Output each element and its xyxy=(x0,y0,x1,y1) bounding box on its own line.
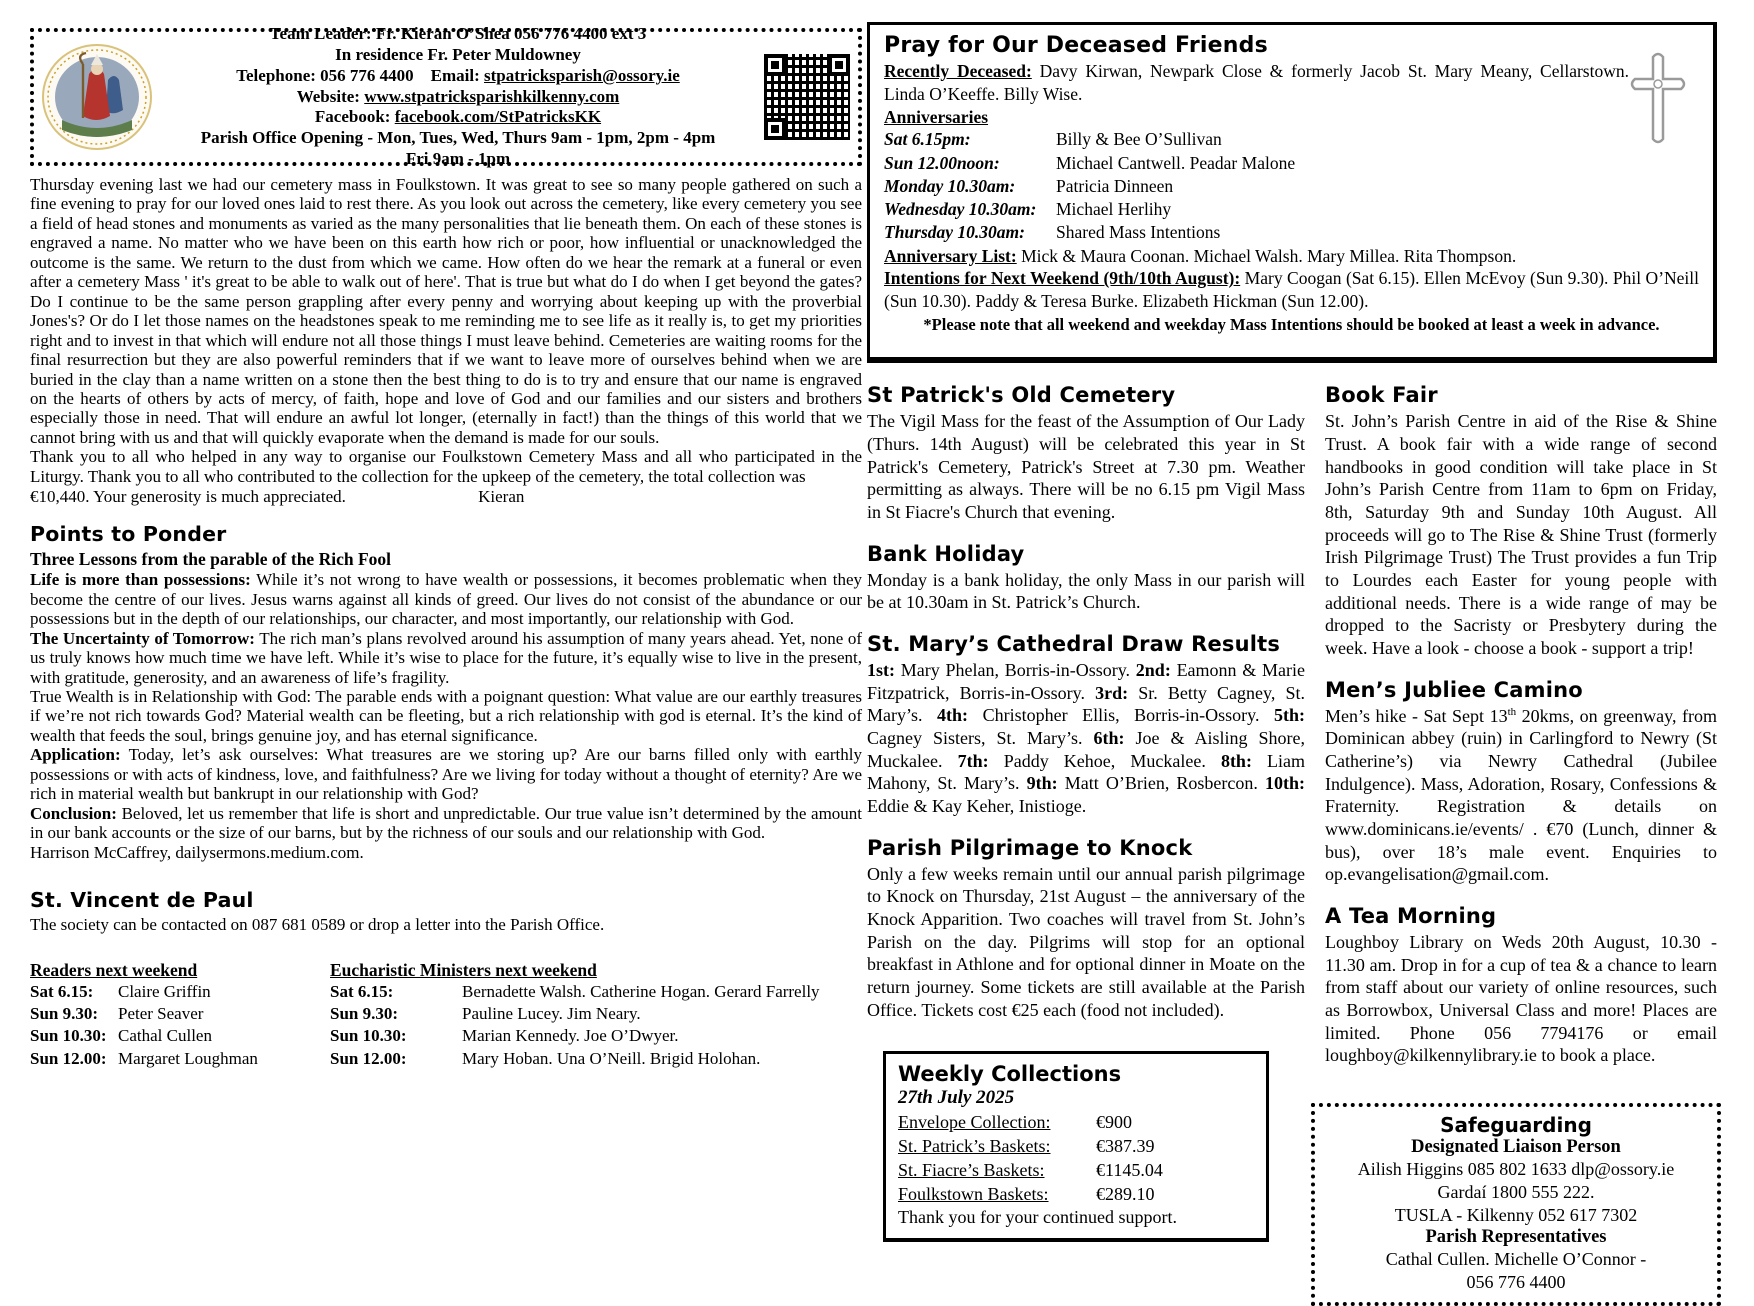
readers-rota xyxy=(30,959,330,1070)
collection-label: Envelope Collection: xyxy=(898,1112,1051,1133)
anniversary-row xyxy=(884,175,1699,198)
mass-intention: Michael Cantwell. Peadar Malone xyxy=(1056,152,1296,173)
collection-row xyxy=(898,1111,1254,1135)
draw-winner: Paddy Kehoe, Muckalee. xyxy=(1003,750,1206,771)
rota-time: Sun 12.00: xyxy=(30,1048,107,1068)
rota-row xyxy=(30,1003,330,1025)
parish-representatives-names: Cathal Cullen. Michelle O’Connor - xyxy=(1385,1249,1647,1270)
draw-winner: Cagney Sisters, St. Mary’s. xyxy=(867,728,1083,749)
draw-winner: Mary Phelan, Borris-in-Ossory. xyxy=(900,660,1131,681)
book-fair-heading: Book Fair xyxy=(1325,383,1438,408)
deceased-title: Pray for Our Deceased Friends xyxy=(884,33,1268,58)
rota-name: Marian Kennedy. Joe O’Dwyer. xyxy=(462,1026,679,1046)
email-label: Email: xyxy=(430,65,480,85)
draw-winner: Eddie & Kay Keher, Inistioge. xyxy=(867,796,1087,817)
points-subheading: Three Lessons from the parable of the Rich Fool xyxy=(30,549,391,570)
reflection-text xyxy=(30,175,862,486)
rota-time: Sun 10.30: xyxy=(330,1026,407,1046)
mass-time: Thursday 10.30am: xyxy=(884,222,1025,243)
website-line xyxy=(162,87,754,108)
rota-row xyxy=(330,1003,862,1025)
qr-code xyxy=(764,54,850,140)
rota-row xyxy=(330,1025,862,1047)
cross-icon xyxy=(1629,51,1687,147)
tusla-contact: TUSLA - Kilkenny 052 617 7302 xyxy=(1394,1205,1638,1226)
safeguarding-title: Safeguarding xyxy=(1440,1113,1592,1138)
rota-name: Claire Griffin xyxy=(118,982,211,1002)
points-item-possessions xyxy=(30,570,862,628)
telephone-label: Telephone: xyxy=(236,65,316,85)
points-item-true-wealth xyxy=(30,687,862,745)
anniversary-list-label: Anniversary List: xyxy=(884,245,1017,266)
tea-morning-text: Loughboy Library on Weds 20th August, 10.30 - 11.30 am. Drop in for a cup of tea & a chance to learn from staff about our variety of online resources, such as Borrowbox, Universal Class and more! Places are limited. Phone 056 7794176 or email loughboy@kilkennylibrary.ie to book a place. xyxy=(1325,932,1717,1066)
recently-deceased xyxy=(884,60,1699,106)
camino-text-post: 20kms, on greenway, from Dominican abbey (ruin) in Carlingford to Newry (St Catherine’s) via Newry Cathedral (Jubilee Indulgence). Mass, Adoration, Rosary, Confessions & Fraternity. Registration & details on www.dominicans.ie/events/ . €70 (Lunch, dinner & bus), over 18’s male event. Enquiries to op.evangelisation@gmail.com. xyxy=(1325,705,1717,885)
old-cemetery-heading: St Patrick's Old Cemetery xyxy=(867,383,1176,408)
draw-winner: Eamonn & Marie Fitzpatrick, Borris-in-Ossory. xyxy=(867,660,1306,703)
camino-heading: Men’s Jubliee Camino xyxy=(1325,677,1583,702)
rota-name: Margaret Loughman xyxy=(118,1048,258,1068)
intentions-next-weekend xyxy=(884,267,1699,313)
draw-winner: Matt O’Brien, Rosbercon. xyxy=(1064,773,1258,794)
rota-name: Pauline Lucey. Jim Neary. xyxy=(462,1004,641,1024)
draw-rank: 9th: xyxy=(1026,773,1058,794)
draw-winner: Joe & Aisling Shore, Muckalee. xyxy=(867,728,1305,771)
collection-amount: €289.10 xyxy=(1096,1183,1155,1204)
mass-intention: Billy & Bee O’Sullivan xyxy=(1056,129,1222,150)
weekly-collections-box xyxy=(883,1051,1269,1242)
qr-finder-icon xyxy=(828,54,850,76)
points-item-label: Conclusion: xyxy=(30,803,117,823)
anniversary-row xyxy=(884,152,1699,175)
draw-rank: 4th: xyxy=(937,705,969,726)
reflection-para1: Thursday evening last we had our cemetery mass in Foulkstown. It was great to see so many people gathered on such a fine evening to pray for our loved ones laid to rest there. As you look out across the cemetery, like every cemetery you see a field of head stones and monuments as varied as the many personalities that lie beneath them. On each of these stones is engraved a name. No matter who we have been on this earth how rich or poor, how influential or unacknowledged the outcome is the same. We return to the dust from which we came. How often do we hear the remark at a funeral or even after a cemetery Mass ' it's great to be able to walk out of here'. That is true but what do I do when I get beyond the gates? Do I continue to be the same person grappling after every penny and worrying about keeping up with the proverbial Jones's? Or do I let those names on the headstones speak to me reminding me to see life as it really is, to get my priorities right and to invest in that which will endure not all those things I must leave behind. Cemeteries are waiting rooms for the final resurrection but they are also powerful reminders that if we want to leave more of ourselves behind when we are buried in the clay than a name written on a stone then the best thing to do is to try and ensure that our name is engraved on the hearts of others by acts of mercy, of faith, hope and love of God and our families and our sisters and brothers especially those in need. That will endure an awful lot longer, (eternally in fact!) than the things of this world that we cannot bring with us and that will quickly evaporate when the demand is made for our souls. xyxy=(30,175,862,447)
parish-representatives-phone: 056 776 4400 xyxy=(1466,1272,1566,1293)
parish-representatives-label: Parish Representatives xyxy=(1425,1227,1607,1248)
draw-rank: 7th: xyxy=(957,750,989,771)
rota-time: Sat 6.15: xyxy=(30,982,94,1002)
collections-footer: Thank you for your continued support. xyxy=(898,1207,1177,1228)
parish-contact-block xyxy=(162,24,754,169)
gardai-contact: Gardaí 1800 555 222. xyxy=(1437,1182,1595,1203)
svp-heading: St. Vincent de Paul xyxy=(30,888,254,913)
collection-label: St. Patrick’s Baskets: xyxy=(898,1136,1051,1157)
draw-rank: 1st: xyxy=(867,660,895,681)
points-to-ponder-heading: Points to Ponder xyxy=(30,522,227,547)
book-fair-text: St. John’s Parish Centre in aid of the Rise & Shine Trust. A book fair with a wide range of second handbooks in good condition will take place in St John’s Parish Centre from 11am to 6pm on Friday, 8th, Saturday 9th and Sunday 10th August. All proceeds will go to The Rise & Shine Trust (formerly Irish Pilgrimage Trust) The Trust provides a fun Trip to Lourdes each Easter for young people with additional needs. There is a wide range of may be dropped to the Sacristy or Presbytery during the week. Have a look - choose a book - support a trip! xyxy=(1325,411,1717,659)
mass-intention: Shared Mass Intentions xyxy=(1056,222,1221,243)
collection-row xyxy=(898,1135,1254,1159)
reflection-para2-end: €10,440. Your generosity is much appreciated. xyxy=(30,487,346,507)
intentions-names: Mary Coogan (Sat 6.15). Ellen McEvoy (Sun 9.30). Phil O’Neill (Sun 10.30). Paddy & Teresa Burke. Elizabeth Hickman (Sun 12.00). xyxy=(884,268,1700,312)
team-leader-line: Team Leader: Fr. Kieran O’Shea 056 776 4400 ext 3 xyxy=(269,24,647,44)
points-item-text: While it’s not wrong to have wealth or possessions, it becomes problematic when they become the centre of our lives. Jesus warns against all kinds of greed. Our lives do not consist of the abundance or our possessions but in the depth of our relationships, our character, and most importantly, our relationship with God. xyxy=(30,570,862,629)
right-inner-left-column xyxy=(867,365,1305,1306)
reflection-closing-line xyxy=(30,487,862,507)
knock-pilgrimage-text: Only a few weeks remain until our annual parish pilgrimage to Knock on Thursday, 21st August – the anniversary of the Knock Apparition. Two coaches will travel from St. John’s Parish on the day. Pilgrims will stop for an optional breakfast in Athlone and for optional dinner in Moate on the return journey. Some tickets are still available at the Parish Office. Tickets cost €25 each (food not included). xyxy=(867,863,1305,1020)
website-label: Website: xyxy=(296,86,360,106)
rota-name: Mary Hoban. Una O’Neill. Brigid Holohan. xyxy=(462,1048,761,1068)
rota-name: Bernadette Walsh. Catherine Hogan. Gerard Farrelly xyxy=(462,982,820,1002)
residence-line: In residence Fr. Peter Muldowney xyxy=(335,45,581,65)
parish-header-box xyxy=(30,24,862,168)
points-credit: Harrison McCaffrey, dailysermons.medium.com. xyxy=(30,842,364,862)
recently-deceased-names: Davy Kirwan, Newpark Close & formerly Jacob St. Mary Meany, Cellarstown. Linda O’Keeffe. Billy Wise. xyxy=(884,61,1629,104)
tea-morning-heading: A Tea Morning xyxy=(1325,904,1497,929)
collection-amount: €900 xyxy=(1096,1112,1132,1133)
ministers-rota xyxy=(330,959,862,1070)
telephone-value: 056 776 4400 xyxy=(320,65,414,85)
rota-time: Sun 9.30: xyxy=(30,1004,99,1024)
phone-email-line xyxy=(162,66,754,87)
ministers-rota-title: Eucharistic Ministers next weekend xyxy=(330,959,597,980)
signature: Kieran xyxy=(478,487,525,507)
svp-text: The society can be contacted on 087 681 0589 or drop a letter into the Parish Office. xyxy=(30,915,605,935)
recently-deceased-label: Recently Deceased: xyxy=(884,61,1032,81)
facebook-link[interactable]: facebook.com/StPatricksKK xyxy=(394,107,602,127)
mass-intention: Patricia Dinneen xyxy=(1056,175,1174,196)
draw-rank: 3rd: xyxy=(1095,682,1129,703)
rota-time: Sun 9.30: xyxy=(330,1004,399,1024)
deceased-box xyxy=(867,22,1717,363)
office-hours-line1: Parish Office Opening - Mon, Tues, Wed, Thurs 9am - 1pm, 2pm - 4pm xyxy=(200,128,716,148)
mass-time: Monday 10.30am: xyxy=(884,175,1016,196)
anniversary-row xyxy=(884,128,1699,151)
rota-time: Sat 6.15: xyxy=(330,982,394,1002)
draw-rank: 5th: xyxy=(1274,705,1306,726)
reflection-para2: Thank you to all who helped in any way to organise our Foulkstown Cemetery Mass and all who participated in the Liturgy. Thank you to all who contributed to the collection for the upkeep of the cemetery, the total collection was xyxy=(30,447,862,486)
draw-results-heading: St. Mary’s Cathedral Draw Results xyxy=(867,632,1281,657)
collections-title: Weekly Collections xyxy=(898,1062,1122,1087)
points-item-label: Life is more than possessions: xyxy=(30,570,251,590)
rota-name: Cathal Cullen xyxy=(118,1026,212,1046)
rota-row xyxy=(30,1025,330,1047)
anniversary-row xyxy=(884,221,1699,244)
right-inner-right-column xyxy=(1325,365,1717,1306)
points-item-conclusion xyxy=(30,804,862,843)
mass-time: Sun 12.00noon: xyxy=(884,152,1000,173)
readers-rota-title: Readers next weekend xyxy=(30,959,198,980)
qr-finder-icon xyxy=(764,118,786,140)
facebook-line xyxy=(162,107,754,128)
points-item-application xyxy=(30,745,862,803)
draw-results-text xyxy=(867,659,1305,818)
qr-finder-icon xyxy=(764,54,786,76)
collection-label: Foulkstown Baskets: xyxy=(898,1183,1049,1204)
liaison-person-label: Designated Liaison Person xyxy=(1411,1137,1621,1158)
right-page-columns xyxy=(867,365,1717,1306)
anniversaries-label: Anniversaries xyxy=(884,106,989,127)
draw-rank: 2nd: xyxy=(1135,660,1171,681)
draw-rank: 6th: xyxy=(1093,728,1125,749)
rota-row xyxy=(30,1048,330,1070)
left-page xyxy=(30,24,863,1070)
email-link[interactable]: stpatricksparish@ossory.ie xyxy=(484,65,680,85)
collection-amount: €387.39 xyxy=(1096,1136,1155,1157)
rota-name: Peter Seaver xyxy=(118,1004,204,1024)
bank-holiday-heading: Bank Holiday xyxy=(867,541,1025,566)
facebook-label: Facebook: xyxy=(314,107,391,127)
points-item-uncertainty xyxy=(30,629,862,687)
mass-time: Wednesday 10.30am: xyxy=(884,199,1037,220)
weekend-rotas xyxy=(30,959,862,1070)
bank-holiday-text: Monday is a bank holiday, the only Mass in our parish will be at 10.30am in St. Patrick’s Church. xyxy=(867,569,1305,613)
anniversary-row xyxy=(884,198,1699,221)
draw-winner: Liam Mahony, St. Mary’s. xyxy=(867,750,1306,794)
knock-pilgrimage-heading: Parish Pilgrimage to Knock xyxy=(867,835,1193,860)
draw-rank: 10th: xyxy=(1265,773,1306,794)
camino-text-pre: Men’s hike - Sat Sept 13 xyxy=(1325,705,1508,726)
anniversary-list xyxy=(884,245,1699,268)
draw-winner: Sr. Betty Cagney, St. Mary’s. xyxy=(867,682,1305,726)
draw-winner: Christopher Ellis, Borris-in-Ossory. xyxy=(982,705,1260,726)
collection-row xyxy=(898,1183,1254,1207)
mass-time: Sat 6.15pm: xyxy=(884,129,971,150)
old-cemetery-text: The Vigil Mass for the feast of the Assumption of Our Lady (Thurs. 14th August) will be celebrated this year in St Patrick's Cemetery, Patrick's Street at 7.30 pm. Weather permitting as always. There will be no 6.15 pm Vigil Mass in St Fiacre's Church that evening. xyxy=(867,411,1305,523)
points-item-text: The rich man’s plans revolved around his assumption of many years ahead. Yet, none of us truly knows how much time we have left. While it’s wise to place for the future, it’s equally wise to live in the present, with gratitude, generosity, and an awareness of life’s fragility. xyxy=(30,628,863,687)
rota-time: Sun 12.00: xyxy=(330,1048,407,1068)
collection-row xyxy=(898,1159,1254,1183)
camino-text-sup: th xyxy=(1507,705,1517,718)
points-item-label: The Uncertainty of Tomorrow: xyxy=(30,628,255,648)
collection-amount: €1145.04 xyxy=(1096,1159,1163,1180)
office-hours-line2: Fri 9am - 1pm xyxy=(405,148,511,168)
points-item-text: True Wealth is in Relationship with God: The parable ends with a poignant question: What value are our earthly treasures if we’re not rich towards God? Material wealth can be fleeting, but a rich relationship with god is eternal. It’s the kind of wealth that feeds the soul, brings genuine joy, and has eternal significance. xyxy=(30,686,862,745)
website-link[interactable]: www.stpatricksparishkilkenny.com xyxy=(364,86,620,106)
parish-crest-logo xyxy=(42,44,152,150)
points-item-label: Application: xyxy=(30,745,121,765)
safeguarding-box xyxy=(1311,1103,1721,1306)
points-item-text: Beloved, let us remember that life is short and unpredictable. Our true value isn’t determined by the amount in our bank accounts or the size of our barns, but by the richness of our souls and our relationship with God. xyxy=(30,803,863,843)
mass-intention: Michael Herlihy xyxy=(1056,199,1172,220)
right-page xyxy=(867,22,1717,1306)
rota-row xyxy=(330,1048,862,1070)
intentions-label: Intentions for Next Weekend (9th/10th August): xyxy=(884,268,1241,289)
liaison-contact: Ailish Higgins 085 802 1633 dlp@ossory.ie xyxy=(1357,1159,1675,1180)
collection-label: St. Fiacre’s Baskets: xyxy=(898,1159,1045,1180)
rota-row xyxy=(330,981,862,1003)
rota-time: Sun 10.30: xyxy=(30,1026,107,1046)
anniversary-list-names: Mick & Maura Coonan. Michael Walsh. Mary Millea. Rita Thompson. xyxy=(1021,245,1517,266)
collections-date: 27th July 2025 xyxy=(898,1087,1015,1109)
draw-rank: 8th: xyxy=(1220,750,1252,771)
rota-row xyxy=(30,981,330,1003)
points-item-text: Today, let’s ask ourselves: What treasures are we storing up? Are our barns filled only with earthly possessions or with acts of kindness, love, and faithfulness? Are we living for today without a thought of eternity? Are we rich in material wealth but bankrupt in our relationship with God? xyxy=(30,745,862,804)
booking-note: *Please note that all weekend and weekday Mass Intentions should be booked at least a week in advance. xyxy=(923,314,1660,334)
camino-text xyxy=(1325,705,1717,886)
